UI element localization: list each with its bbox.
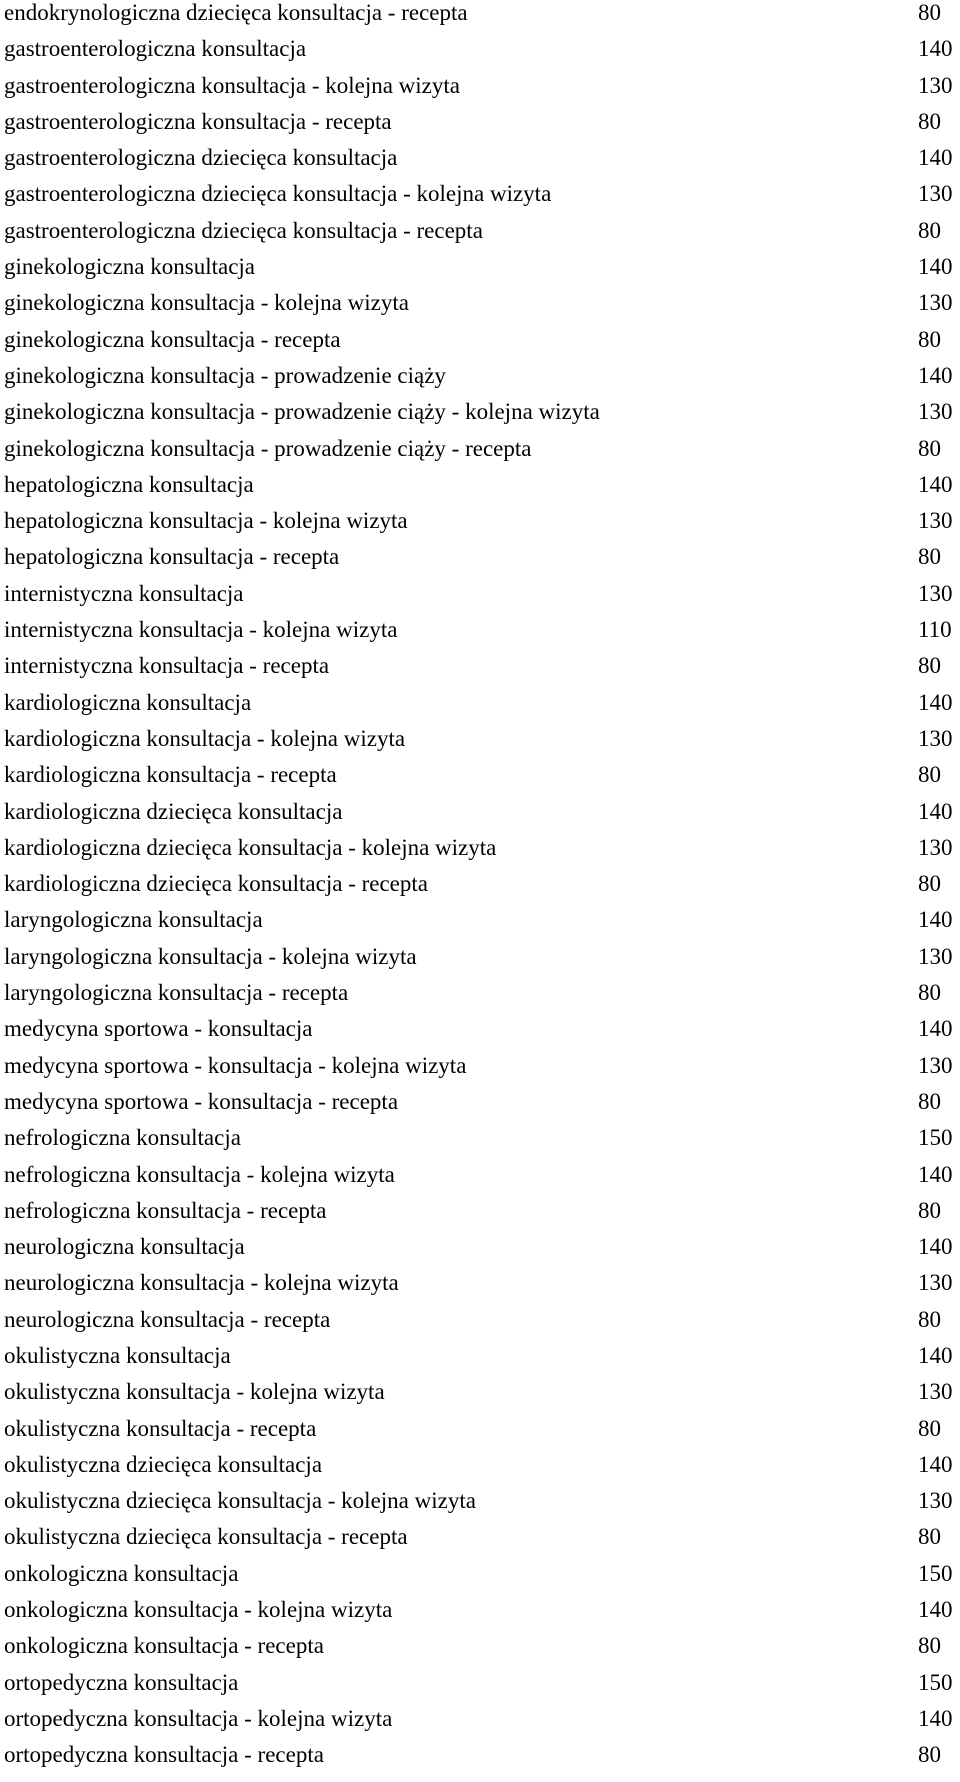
price-row [4,1597,956,1633]
price-row [4,1488,956,1524]
service-name: gastroenterologiczna konsultacja [4,36,307,62]
service-price: 80 [918,1306,941,1332]
service-name: neurologiczna konsultacja [4,1234,245,1260]
service-name: medycyna sportowa - konsultacja - recepta [4,1088,399,1114]
service-price: 140 [918,1161,953,1187]
price-row [4,36,956,72]
service-price: 80 [918,653,941,679]
price-row [4,1089,956,1125]
service-price: 80 [918,1088,941,1114]
price-row [4,1016,956,1052]
price-row [4,145,956,181]
price-row [4,181,956,217]
price-row [4,0,956,36]
price-row [4,690,956,726]
service-price: 140 [918,362,953,388]
service-price: 140 [918,1234,953,1260]
price-row [4,508,956,544]
service-name: internistyczna konsultacja [4,580,244,606]
service-price: 130 [918,1488,953,1514]
service-name: neurologiczna konsultacja - kolejna wizyta [4,1270,399,1296]
service-price: 130 [918,72,953,98]
price-row [4,1452,956,1488]
service-name: gastroenterologiczna dziecięca konsultacja - kolejna wizyta [4,181,552,207]
price-row [4,327,956,363]
service-name: medycyna sportowa - konsultacja - kolejna wizyta [4,1052,467,1078]
service-name: kardiologiczna dziecięca konsultacja [4,798,343,824]
service-price: 80 [918,1524,941,1550]
service-price: 80 [918,217,941,243]
service-name: gastroenterologiczna konsultacja - kolejna wizyta [4,72,460,98]
service-name: onkologiczna konsultacja - recepta [4,1633,324,1659]
service-name: ortopedyczna konsultacja [4,1669,239,1695]
service-price: 80 [918,762,941,788]
service-name: laryngologiczna konsultacja - kolejna wizyta [4,943,417,969]
service-name: hepatologiczna konsultacja - kolejna wizyta [4,508,408,534]
price-row [4,472,956,508]
service-name: kardiologiczna konsultacja - recepta [4,762,337,788]
service-name: ginekologiczna konsultacja - kolejna wizyta [4,290,409,316]
price-row [4,436,956,472]
service-name: nefrologiczna konsultacja - recepta [4,1197,327,1223]
service-price: 140 [918,1016,953,1042]
service-name: medycyna sportowa - konsultacja [4,1016,313,1042]
price-row [4,1053,956,1089]
service-price: 140 [918,798,953,824]
service-price: 130 [918,181,953,207]
service-name: gastroenterologiczna dziecięca konsultacja - recepta [4,217,483,243]
service-name: onkologiczna konsultacja [4,1560,239,1586]
service-price: 130 [918,290,953,316]
service-price: 140 [918,1705,953,1731]
service-price: 140 [918,145,953,171]
price-row [4,1561,956,1597]
price-row [4,907,956,943]
price-row [4,944,956,980]
service-name: okulistyczna konsultacja - recepta [4,1415,317,1441]
service-price: 140 [918,907,953,933]
service-name: internistyczna konsultacja - recepta [4,653,330,679]
price-row [4,871,956,907]
price-row [4,363,956,399]
service-price: 130 [918,834,953,860]
price-row [4,726,956,762]
service-price: 110 [918,617,952,643]
price-row [4,399,956,435]
service-price: 80 [918,1415,941,1441]
price-row [4,109,956,145]
service-price: 80 [918,544,941,570]
service-name: okulistyczna konsultacja [4,1342,231,1368]
price-row [4,254,956,290]
service-price: 80 [918,0,941,25]
service-price: 80 [918,326,941,352]
service-price: 80 [918,980,941,1006]
price-row [4,1343,956,1379]
price-row [4,73,956,109]
service-price: 130 [918,508,953,534]
service-price: 130 [918,943,953,969]
service-name: ginekologiczna konsultacja [4,254,256,280]
price-row [4,581,956,617]
price-row [4,1706,956,1742]
price-row [4,1307,956,1343]
service-price: 140 [918,1451,953,1477]
service-name: okulistyczna dziecięca konsultacja - recepta [4,1524,408,1550]
service-name: ginekologiczna konsultacja - prowadzenie ciąży - kolejna wizyta [4,399,600,425]
price-row [4,762,956,798]
service-name: okulistyczna konsultacja - kolejna wizyta [4,1379,385,1405]
service-name: hepatologiczna konsultacja - recepta [4,544,340,570]
price-row [4,1742,956,1778]
service-name: ginekologiczna konsultacja - prowadzenie ciąży - recepta [4,435,532,461]
price-row [4,1125,956,1161]
price-row [4,653,956,689]
service-name: gastroenterologiczna konsultacja - recepta [4,108,392,134]
price-row [4,1379,956,1415]
service-name: internistyczna konsultacja - kolejna wizyta [4,617,398,643]
price-row [4,617,956,653]
service-name: ortopedyczna konsultacja - kolejna wizyta [4,1705,393,1731]
service-name: laryngologiczna konsultacja [4,907,263,933]
service-price: 80 [918,108,941,134]
price-row [4,1416,956,1452]
price-row [4,1234,956,1270]
service-name: gastroenterologiczna dziecięca konsultacja [4,145,398,171]
service-price: 80 [918,1633,941,1659]
price-row [4,1198,956,1234]
service-name: kardiologiczna konsultacja - kolejna wizyta [4,725,406,751]
service-price: 80 [918,1742,941,1768]
price-row [4,544,956,580]
service-name: neurologiczna konsultacja - recepta [4,1306,331,1332]
price-row [4,1162,956,1198]
service-name: endokrynologiczna dziecięca konsultacja - recepta [4,0,468,25]
service-name: hepatologiczna konsultacja [4,471,254,497]
service-price: 140 [918,471,953,497]
service-name: laryngologiczna konsultacja - recepta [4,980,349,1006]
price-row [4,980,956,1016]
price-row [4,799,956,835]
price-row [4,1270,956,1306]
service-name: nefrologiczna konsultacja [4,1125,241,1151]
service-price: 130 [918,1270,953,1296]
service-price: 140 [918,36,953,62]
service-price: 140 [918,689,953,715]
service-name: ginekologiczna konsultacja - prowadzenie ciąży [4,362,446,388]
price-row [4,1633,956,1669]
price-row [4,290,956,326]
service-price: 130 [918,725,953,751]
service-price: 140 [918,1342,953,1368]
service-name: ortopedyczna konsultacja - recepta [4,1742,324,1768]
service-price: 150 [918,1125,953,1151]
service-price: 130 [918,399,953,425]
price-row [4,218,956,254]
price-row [4,1670,956,1706]
service-price: 80 [918,871,941,897]
service-name: nefrologiczna konsultacja - kolejna wizyta [4,1161,395,1187]
service-price: 80 [918,435,941,461]
service-name: onkologiczna konsultacja - kolejna wizyta [4,1597,393,1623]
service-name: kardiologiczna konsultacja [4,689,252,715]
service-name: okulistyczna dziecięca konsultacja [4,1451,323,1477]
service-price: 150 [918,1560,953,1586]
service-price: 130 [918,580,953,606]
service-price: 150 [918,1669,953,1695]
service-price: 140 [918,1597,953,1623]
price-row [4,835,956,871]
service-price: 130 [918,1379,953,1405]
service-price: 140 [918,254,953,280]
price-list [4,0,956,1779]
service-name: kardiologiczna dziecięca konsultacja - recepta [4,871,428,897]
service-name: okulistyczna dziecięca konsultacja - kolejna wizyta [4,1488,476,1514]
price-row [4,1524,956,1560]
service-price: 80 [918,1197,941,1223]
service-name: kardiologiczna dziecięca konsultacja - kolejna wizyta [4,834,497,860]
service-name: ginekologiczna konsultacja - recepta [4,326,341,352]
service-price: 130 [918,1052,953,1078]
